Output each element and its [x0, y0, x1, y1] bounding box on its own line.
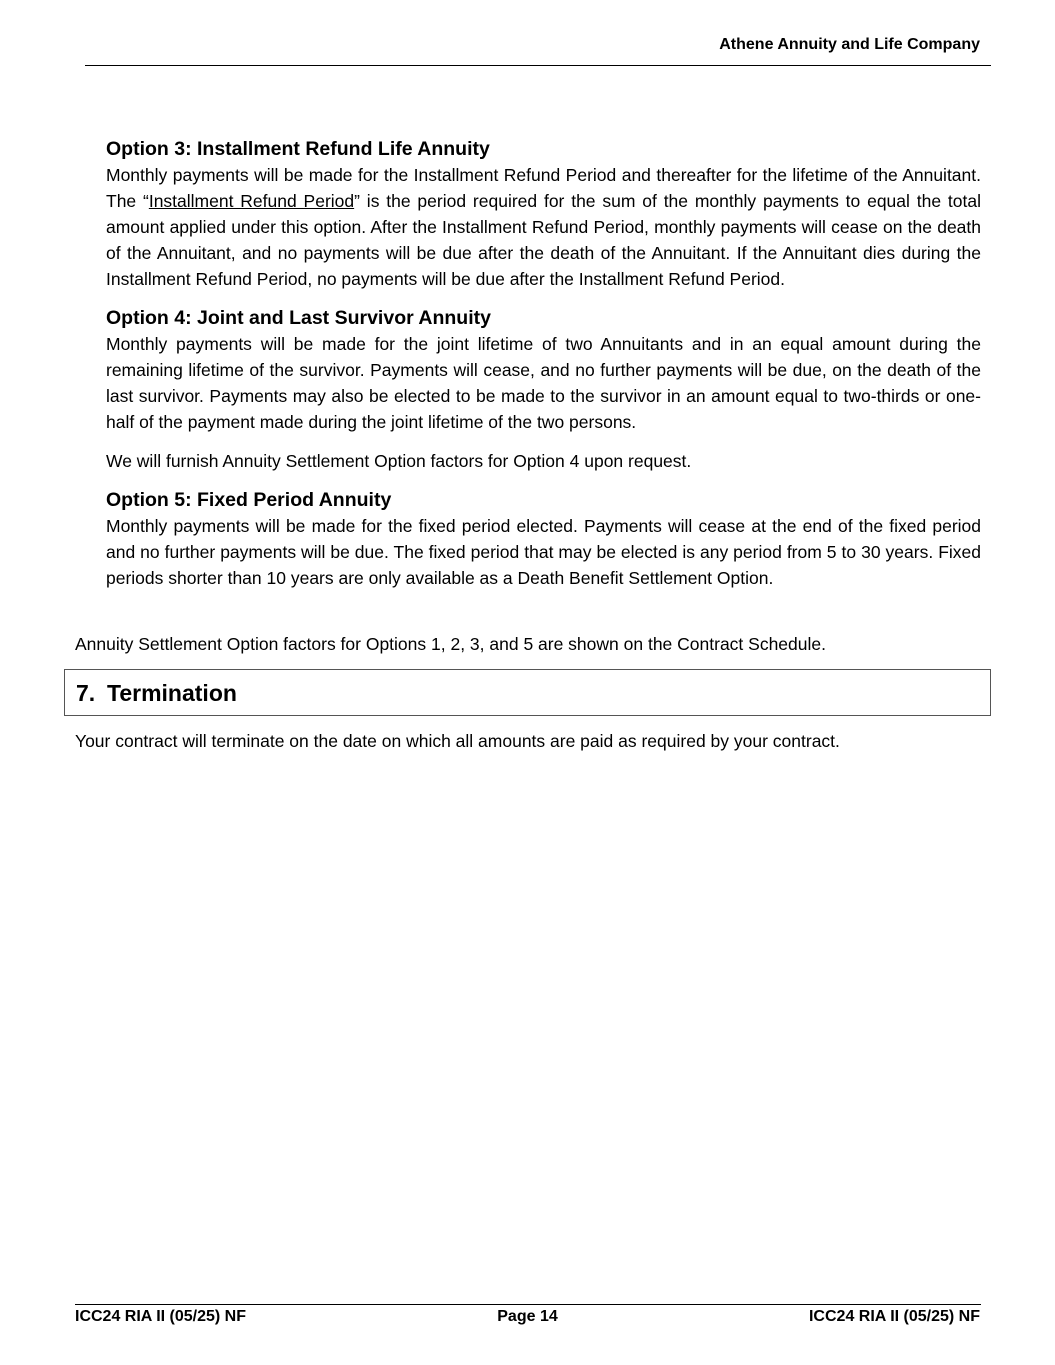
header-rule	[85, 65, 991, 66]
settlement-options	[106, 136, 981, 604]
option-3-text-end: ” is the period required for the sum of the monthly payments to equal the total amount applied under this option. After the Installment Refund Period, monthly payments will cease on the death of the Annuitant, and no payments will be due after the death of the Annuitant. If the Annuitant dies during the Installment Refund Period, no payments will be due after the Installment Refund Period.	[106, 191, 981, 289]
option-4-note: We will furnish Annuity Settlement Option factors for Option 4 upon request.	[106, 451, 692, 471]
section-heading-box	[64, 669, 991, 716]
option-3-text-start: Monthly payments will be made for the Installment Refund Period and thereafter for the lifetime of the Annuitant. The “	[106, 165, 981, 211]
installment-refund-period-term: Installment Refund Period	[148, 191, 355, 211]
option-5-text: Monthly payments will be made for the fixed period elected. Payments will cease at the end of the fixed period and no further payments will be due. The fixed period that may be elected is any period from 5 to 30 years. Fixed periods shorter than 10 years are only available as a Death Benefit Settlement Option.	[106, 516, 981, 588]
factors-note: Annuity Settlement Option factors for Options 1, 2, 3, and 5 are shown on the Contract Schedule.	[75, 634, 826, 654]
option-4	[106, 305, 981, 435]
option-5	[106, 487, 981, 591]
option-4-text: Monthly payments will be made for the joint lifetime of two Annuitants and in an equal amount during the remaining lifetime of the survivor. Payments will cease, and no further payments will be due, on the death of the last survivor. Payments may also be elected to be made to the survivor in an amount equal to two-thirds or one-half of the payment made during the joint lifetime of the two persons.	[106, 334, 981, 432]
page-number: Page 14	[497, 1308, 558, 1325]
option-5-title: Option 5: Fixed Period Annuity	[106, 489, 392, 511]
section-title: Termination	[107, 680, 237, 706]
option-3-text	[106, 162, 981, 292]
company-name: Athene Annuity and Life Company	[719, 36, 980, 53]
footer-rule	[75, 1304, 981, 1305]
option-3-title: Option 3: Installment Refund Life Annuity	[106, 138, 490, 160]
option-4-title: Option 4: Joint and Last Survivor Annuity	[106, 307, 491, 329]
footer-form-number-right: ICC24 RIA II (05/25) NF	[808, 1308, 980, 1325]
termination-text: Your contract will terminate on the date on which all amounts are paid as required by your contract.	[75, 731, 840, 751]
footer-form-number-left: ICC24 RIA II (05/25) NF	[75, 1308, 247, 1325]
option-3	[106, 136, 981, 292]
section-number: 7.	[76, 680, 96, 706]
section-heading	[76, 679, 237, 707]
